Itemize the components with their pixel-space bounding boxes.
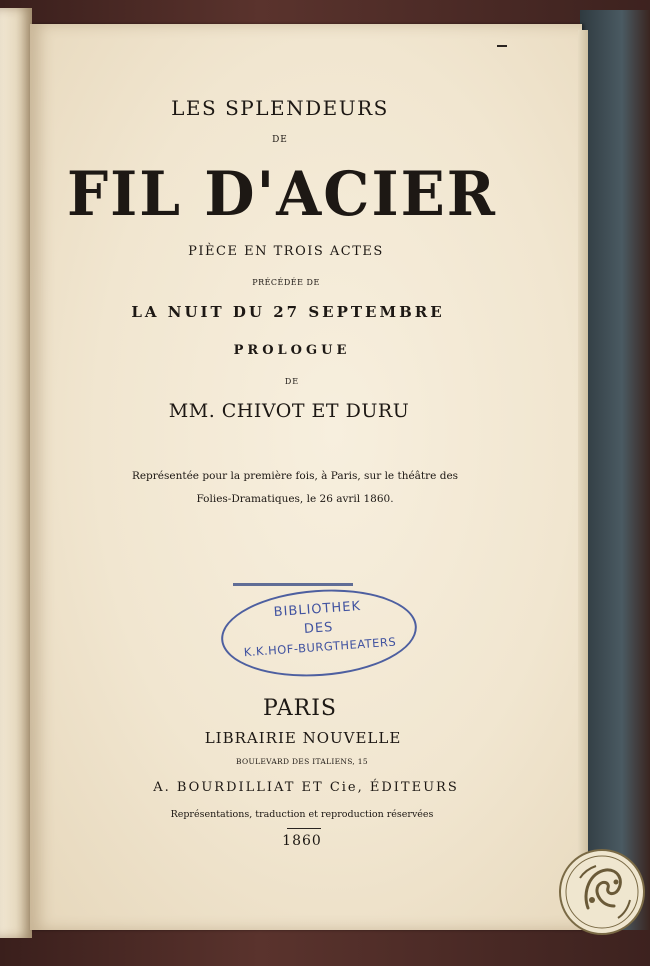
subtitle: PIÈCE EN TROIS ACTES — [188, 244, 384, 259]
prologue-label: PROLOGUE — [233, 343, 351, 358]
divider-rule — [233, 583, 353, 586]
dealer-seal-icon — [558, 848, 646, 936]
preceded-by: PRÉCÉDÉE DE — [252, 278, 320, 287]
year-rule — [287, 828, 321, 829]
authors: MM. CHIVOT ET DURU — [168, 400, 410, 422]
imprint-rights: Représentations, traduction et reproduction réservées — [170, 809, 434, 820]
imprint-year: 1860 — [282, 833, 322, 849]
performance-line-1: Représentée pour la première fois, à Paris, sur le théâtre des — [131, 470, 459, 482]
heading-line: LES SPLENDEURS — [171, 96, 389, 120]
prologue-title: LA NUIT DU 27 SEPTEMBRE — [131, 303, 445, 321]
imprint-city: PARIS — [263, 696, 337, 721]
imprint-publisher: LIBRAIRIE NOUVELLE — [204, 729, 402, 747]
connector-de-1: DE — [272, 135, 288, 145]
stamp-line-3: K.K.HOF-BURGTHEATERS — [243, 634, 397, 660]
connector-de-2: DE — [284, 377, 300, 386]
imprint-address: BOULEVARD DES ITALIENS, 15 — [236, 757, 368, 766]
imprint-editors: A. BOURDILLIAT ET Cie, ÉDITEURS — [153, 780, 459, 795]
main-title: FIL D'ACIER — [66, 158, 498, 230]
stamp-line-1: BIBLIOTHEK — [273, 599, 362, 621]
performance-line-2: Folies-Dramatiques, le 26 avril 1860. — [196, 493, 394, 505]
ink-mark — [497, 45, 507, 47]
stamp-line-2: DES — [303, 620, 334, 638]
